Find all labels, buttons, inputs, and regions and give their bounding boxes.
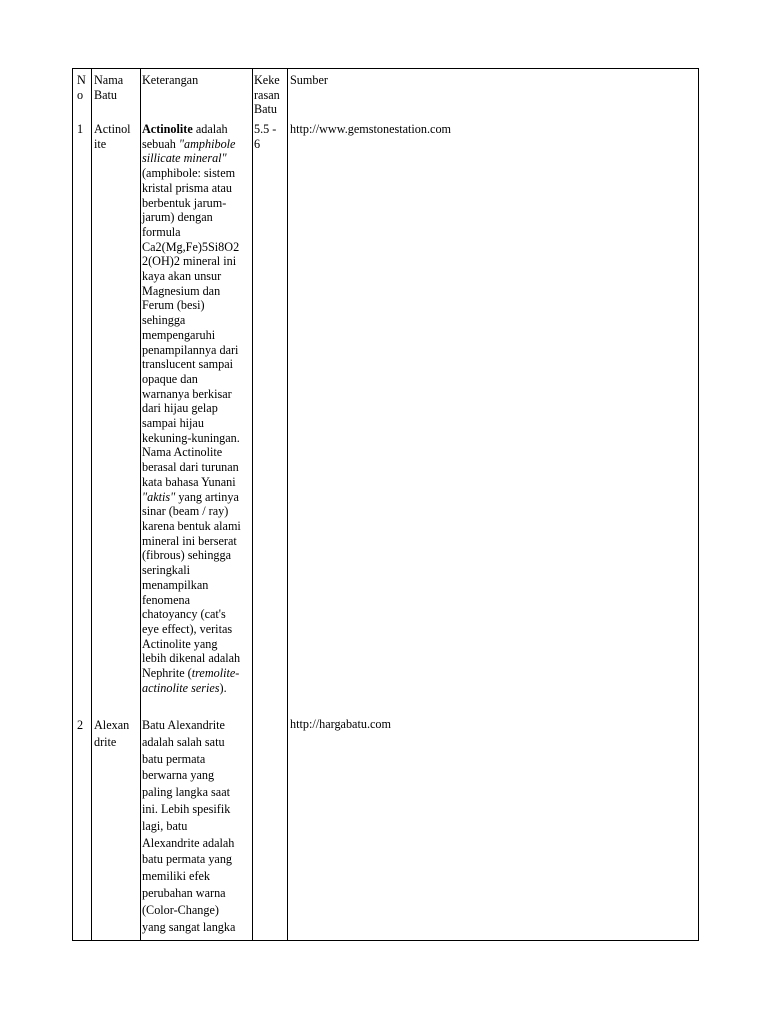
column-divider	[140, 69, 141, 940]
row1-nama-batu: Actinol ite	[94, 122, 131, 151]
text-line: Ferum (besi)	[142, 298, 205, 313]
text-line: kaya akan unsur	[142, 269, 222, 284]
text-line: mempengaruhi	[142, 327, 216, 342]
text-line: Ca2(Mg,Fe)5Si8O2	[142, 239, 240, 254]
text-line: menampilkan	[142, 577, 209, 592]
text-line: Magnesium dan	[142, 283, 221, 298]
stone-table	[72, 68, 699, 941]
text-line: ini. Lebih spesifik	[142, 801, 231, 816]
row1-kekerasan: 5.5 - 6	[254, 122, 277, 151]
text-line: Actinolite yang	[142, 636, 218, 651]
text-line: mineral ini berserat	[142, 533, 237, 548]
header-no: N o	[77, 73, 86, 102]
text-line: 2(OH)2 mineral ini	[142, 254, 237, 269]
column-divider	[91, 69, 92, 940]
keterangan-lines	[142, 166, 250, 489]
text-line: chatoyancy (cat's	[142, 607, 226, 622]
text-line: berwarna yang	[142, 768, 215, 783]
text-line: batu permata	[142, 751, 206, 766]
text-line: yang sangat langka	[142, 919, 236, 934]
text-line: sinar (beam / ray)	[142, 504, 229, 519]
source-link: http://www.gemstonestation.com	[290, 122, 452, 136]
column-divider	[252, 69, 253, 940]
text-line: berbentuk jarum-	[142, 195, 227, 210]
text-line: paling langka saat	[142, 785, 230, 800]
text-line: Alexandrite adalah	[142, 835, 235, 850]
source-link: http://hargabatu.com	[290, 717, 391, 731]
text-line: lebih dikenal adalah	[142, 651, 241, 666]
text-line: (amphibole: sistem	[142, 166, 236, 181]
text-line: (fibrous) sehingga	[142, 548, 232, 563]
text-line: dari hijau gelap	[142, 401, 218, 416]
text-line: eye effect), veritas	[142, 621, 233, 636]
text-line: batu permata yang	[142, 852, 233, 867]
text-line: (Color-Change)	[142, 902, 219, 917]
text-line: sehingga	[142, 313, 186, 328]
text-line: kekuning-kuningan.	[142, 430, 240, 445]
text-line: sampai hijau	[142, 416, 204, 431]
text-line: memiliki efek	[142, 869, 211, 884]
row1-sumber	[290, 122, 690, 137]
row2-no: 2	[77, 718, 84, 732]
text-line: karena bentuk alami	[142, 518, 241, 533]
row2-sumber	[290, 717, 690, 732]
text-line: translucent sampai	[142, 357, 234, 372]
header-nama-batu: Nama Batu	[94, 73, 124, 102]
text-line: jarum) dengan	[142, 210, 213, 225]
text-line: opaque dan	[142, 371, 198, 386]
keterangan-lines	[142, 504, 250, 666]
text-line: berasal dari turunan	[142, 460, 239, 475]
text-line: seringkali	[142, 563, 191, 578]
row1-keterangan: Actinolite adalah sebuah "amphibole sillicate mineral" (amphibole: sistem kristal prisma atau berbentuk jarum- jarum) dengan formula Ca2(Mg,Fe)5Si8O2 2(OH)2 mineral ini kaya akan unsur Magnesium dan Ferum (besi) sehingga mempengaruhi penampilannya dari translucent sampai opaque dan warnanya berkisar dari hijau gelap sampai hijau kekuning-kuningan. Nama Actinolite berasal dari turunan kata bahasa Yunani "aktis" yang artinya sinar (beam / ray) karena bentuk alami mineral ini berserat (fibrous) sehingga seringkali menampilkan fenomena chatoyancy (cat's eye effect), veritas Actinolite yang lebih dikenal adalah Nephrite (tremolite- actinolite series).	[142, 122, 250, 695]
text-line: Nama Actinolite	[142, 445, 223, 460]
row2-nama-batu: Alexan drite	[94, 718, 130, 749]
column-divider	[287, 69, 288, 940]
header-sumber: Sumber	[290, 73, 328, 87]
text-line: kristal prisma atau	[142, 180, 233, 195]
text-line: warnanya berkisar	[142, 386, 232, 401]
row2-keterangan	[142, 717, 250, 935]
row1-no: 1	[77, 122, 84, 136]
text-line: fenomena	[142, 592, 191, 607]
text-line: perubahan warna	[142, 885, 226, 900]
header-keterangan: Keterangan	[142, 73, 199, 87]
text-line: penampilannya dari	[142, 342, 239, 357]
text-line: adalah salah satu	[142, 734, 225, 749]
header-kekerasan: Keke rasan Batu	[254, 73, 280, 117]
text-line: lagi, batu	[142, 818, 188, 833]
text-line: formula	[142, 224, 181, 239]
text-line: kata bahasa Yunani	[142, 474, 236, 489]
text-line: Batu Alexandrite	[142, 718, 225, 732]
